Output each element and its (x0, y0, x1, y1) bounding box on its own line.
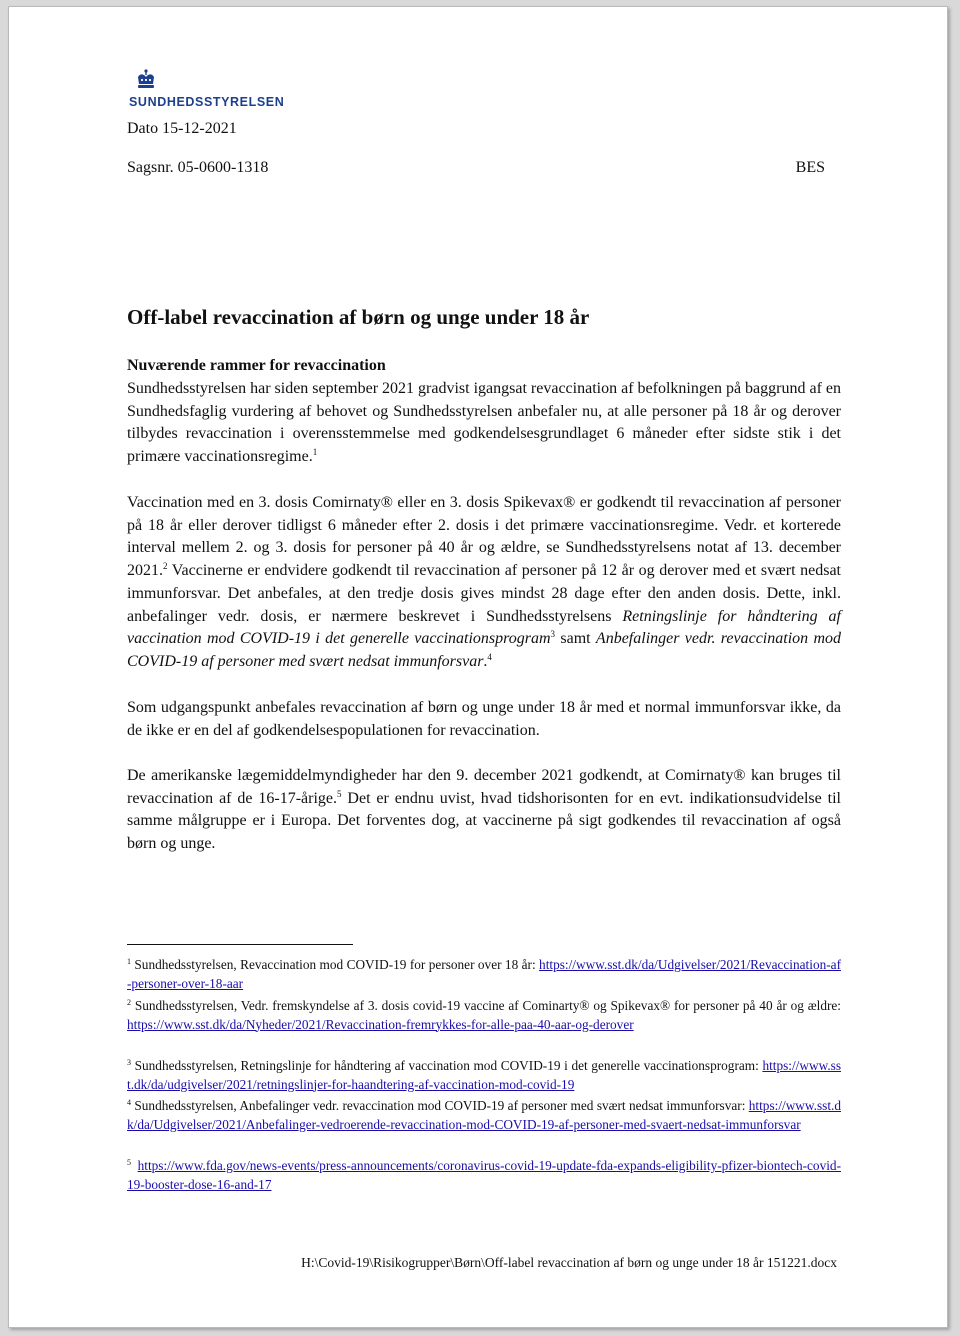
paragraph-4-text-b: Det er endnu uvist, hvad tidshorisonten for en evt. indikationsudvidelse til samme målgruppe er i Europa. Det forventes dog, at vaccinerne på sigt godkendes til revaccination af også børn og unge. (127, 789, 841, 853)
footnote-text (131, 1158, 138, 1173)
logo-wordmark: SUNDHEDSSTYRELSEN (129, 95, 285, 109)
case-number: Sagsnr. 05-0600-1318 (127, 159, 269, 176)
paragraph-4 (127, 765, 841, 856)
paragraph-1 (127, 378, 841, 469)
footnote-link[interactable]: https://www.sst.dk/da/udgivelser/2021/retningslinjer-for-haandtering-af-vaccination-mod-covid-19 (127, 1058, 841, 1092)
paragraph-3: Som udgangspunkt anbefales revaccination af børn og unge under 18 år med et normal immunforsvar ikke, da de ikke er en del af godkendelsespopulationen for revaccination. (127, 699, 841, 739)
paragraph-2-text-d: . (483, 652, 488, 670)
footnote-ref-3[interactable]: 3 (550, 629, 556, 640)
paragraph-2 (127, 492, 841, 674)
sundhedsstyrelsen-logo (129, 69, 299, 113)
footnote-text: Sundhedsstyrelsen, Vedr. fremskyndelse af 3. dosis covid-19 vaccine af Cominarty® og Spikevax® for personer på 40 år og ældre: (131, 998, 841, 1013)
footnote-number: 2 (127, 998, 131, 1007)
paragraph-2-text-b: Vaccinerne er endvidere godkendt til revaccination af personer på 12 år og derover med et svært nedsat immunforsvar. Det anbefales, at den tredje dosis gives mindst 28 dage efter den anden dosis. Dette, inkl. anbefalinger vedr. dosis, er nærmere beskrevet i Sundhedsstyrelsens (127, 562, 841, 625)
footnote-2 (127, 997, 841, 1034)
footnote-ref-1[interactable]: 1 (312, 447, 318, 458)
document-title: Off-label revaccination af børn og unge under 18 år (127, 305, 590, 329)
footnote-text: Sundhedsstyrelsen, Revaccination mod COVID-19 for personer over 18 år: (131, 957, 540, 972)
footnote-5 (127, 1157, 841, 1194)
footnote-number: 4 (127, 1098, 131, 1107)
footnote-text: Sundhedsstyrelsen, Retningslinje for håndtering af vaccination mod COVID-19 i det generelle vaccinationsprogram: (131, 1058, 763, 1073)
paragraph-4-text-a: De amerikanske lægemiddelmyndigheder har den 9. december 2021 godkendt, at Comirnaty® kan bruges til revaccination af de 16-17-årige. (127, 767, 841, 807)
footnote-separator (127, 944, 353, 945)
document-page (8, 6, 948, 1328)
footnote-link[interactable]: https://www.sst.dk/da/Nyheder/2021/Revaccination-fremrykkes-for-alle-paa-40-aar-og-derover (127, 1016, 634, 1032)
section-heading: Nuværende rammer for revaccination (127, 357, 386, 374)
file-path-footer: H:\Covid-19\Risikogrupper\Børn\Off-label revaccination af børn og unge under 18 år 151221.docx (301, 1255, 837, 1270)
footnote-4 (127, 1097, 841, 1134)
author-initials: BES (795, 159, 825, 176)
footnote-link[interactable]: https://www.fda.gov/news-events/press-announcements/coronavirus-covid-19-update-fda-expands-eligibility-pfizer-biontech-covid-19-booster-dose-16-and-17 (127, 1158, 841, 1192)
crown-icon (135, 69, 157, 91)
footnote-1 (127, 956, 841, 993)
footnote-number: 3 (127, 1058, 131, 1067)
recommendation-title: Anbefalinger vedr. revaccination mod COVID-19 af personer med svært nedsat immunforsvar (127, 630, 842, 670)
footnote-ref-5[interactable]: 5 (337, 788, 342, 799)
guideline-title: Retningslinje for håndtering af vaccination mod COVID-19 i det generelle vaccinationsprogram (127, 607, 841, 648)
document-date: Dato 15-12-2021 (127, 120, 237, 137)
footnote-text: Sundhedsstyrelsen, Anbefalinger vedr. revaccination mod COVID-19 af personer med svært nedsat immunforsvar: (131, 1098, 749, 1113)
footnote-ref-2[interactable]: 2 (163, 561, 168, 572)
footnote-ref-4[interactable]: 4 (487, 651, 492, 662)
paragraph-2-text-c: samt (555, 630, 596, 648)
paragraph-1-text: Sundhedsstyrelsen har siden september 2021 gradvist igangsat revaccination af befolkningen på baggrund af en Sundhedsfaglig vurdering af behovet og Sundhedsstyrelsen anbefaler nu, at alle personer på 18 år og derover tilbydes revaccination i overensstemmelse med godkendelsesgrundlaget 6 måneder efter sidste stik i det primære vaccinationsregime. (127, 380, 842, 466)
footnote-link[interactable]: https://www.sst.dk/da/Udgivelser/2021/Anbefalinger-vedroerende-revaccination-mod-COVID-19-af-personer-med-svaert-nedsat-immunforsvar (127, 1098, 841, 1132)
footnote-link[interactable]: https://www.sst.dk/da/Udgivelser/2021/Revaccination-af-personer-over-18-aar (127, 957, 841, 991)
paragraph-2-text-a: Vaccination med en 3. dosis Comirnaty® eller en 3. dosis Spikevax® er godkendt til revaccination af personer på 18 år eller derover tidligst 6 måneder efter 2. dosis i det primære vaccinationsregime. Vedr. et korterede interval mellem 2. og 3. dosis for personer på 40 år og ældre, se Sundhedsstyrelsens notat af 13. december 2021. (127, 494, 841, 580)
footnote-number: 1 (127, 957, 131, 966)
footnote-number: 5 (127, 1158, 131, 1167)
footnote-3 (127, 1057, 841, 1094)
